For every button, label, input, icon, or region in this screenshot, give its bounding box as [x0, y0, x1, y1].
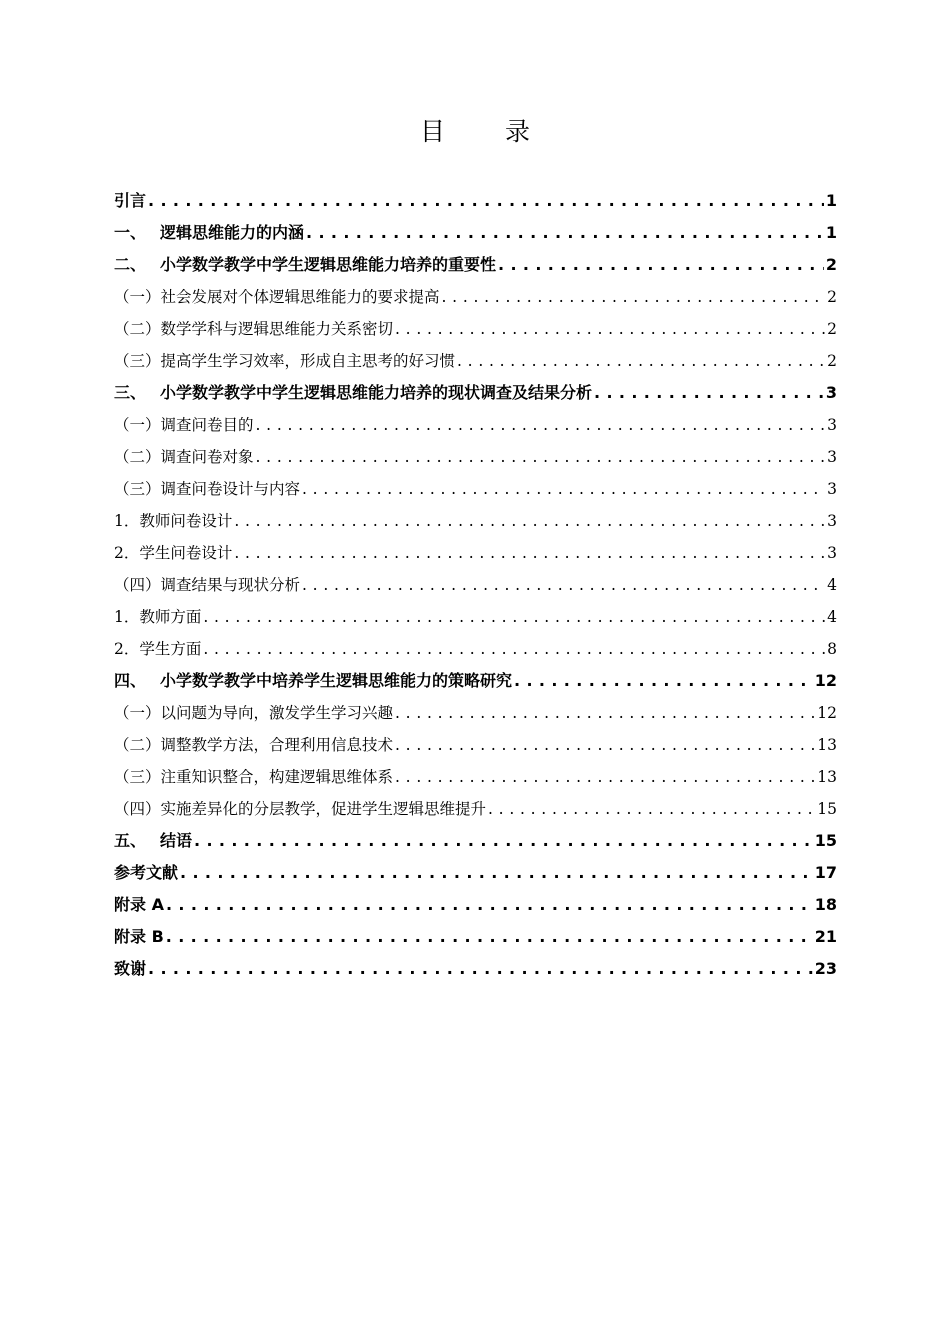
toc-entry[interactable]: [114, 537, 837, 569]
toc-dot-leader: [302, 569, 825, 601]
toc-dot-leader: [498, 249, 824, 281]
toc-entry-label: [114, 473, 300, 505]
toc-entry[interactable]: [114, 633, 837, 665]
toc-entry-label: [114, 793, 486, 825]
toc-page-number: 3: [827, 448, 837, 466]
toc-entry-text: 附录 B: [114, 927, 164, 946]
toc-entry[interactable]: [114, 953, 837, 985]
toc-dot-leader: [256, 441, 826, 473]
toc-entry[interactable]: [114, 665, 837, 697]
toc-dot-leader: [148, 185, 824, 217]
toc-entry[interactable]: [114, 217, 837, 249]
toc-entry-text: 小学数学教学中学生逻辑思维能力培养的重要性: [160, 255, 497, 274]
toc-dot-leader: [194, 825, 813, 857]
toc-page-number: 3: [827, 544, 837, 562]
toc-entry-label: [114, 281, 440, 313]
toc-entry-text: 结语: [160, 831, 193, 850]
toc-entry-text: 2．学生方面: [114, 640, 202, 658]
toc-dot-leader: [488, 793, 815, 825]
toc-entry-label: [114, 953, 146, 985]
toc-entry-label: [114, 441, 254, 473]
toc-entry-text: （一）调查问卷目的: [114, 416, 254, 434]
toc-dot-leader: [395, 313, 825, 345]
toc-entry-text: （三）提高学生学习效率，形成自主思考的好习惯: [114, 352, 456, 370]
toc-entry-text: 1．教师问卷设计: [114, 512, 233, 530]
toc-page-number: 13: [817, 768, 837, 786]
toc-entry-label: [114, 665, 512, 697]
toc-page-number: 4: [827, 576, 837, 594]
toc-entry-label: [114, 377, 592, 409]
toc-page-number: 17: [814, 863, 837, 882]
toc-entry-label: [114, 889, 164, 921]
toc-entry[interactable]: [114, 441, 837, 473]
toc-page-number: 8: [827, 640, 837, 658]
toc-entry-number: 四、: [114, 671, 147, 690]
toc-dot-leader: [180, 857, 813, 889]
toc-page-number: 3: [827, 416, 837, 434]
toc-entry[interactable]: [114, 185, 837, 217]
toc-entry-text: 小学数学教学中培养学生逻辑思维能力的策略研究: [160, 671, 513, 690]
toc-page-number: 3: [827, 512, 837, 530]
toc-entry-label: [114, 825, 192, 857]
toc-entry-number: 一、: [114, 223, 147, 242]
toc-dot-leader: [306, 217, 824, 249]
toc-entry[interactable]: [114, 313, 837, 345]
toc-page-number: 2: [825, 255, 837, 274]
toc-dot-leader: [234, 537, 825, 569]
toc-entry-text: 小学数学教学中学生逻辑思维能力培养的现状调查及结果分析: [160, 383, 593, 402]
toc-dot-leader: [514, 665, 813, 697]
toc-entry-text: （四）调查结果与现状分析: [114, 576, 301, 594]
toc-entry[interactable]: [114, 857, 837, 889]
toc-entry-number: 五、: [114, 831, 147, 850]
toc-page-number: 3: [825, 383, 837, 402]
toc-entry[interactable]: [114, 889, 837, 921]
toc-entry[interactable]: [114, 729, 837, 761]
toc-entry-text: 参考文献: [114, 863, 179, 882]
toc-entry-label: [114, 697, 393, 729]
toc-dot-leader: [457, 345, 825, 377]
toc-entry[interactable]: [114, 921, 837, 953]
toc-page-number: 12: [814, 671, 837, 690]
toc-page-number: 4: [827, 608, 837, 626]
toc-entry-text: 致谢: [114, 959, 147, 978]
toc-entry-text: （三）调查问卷设计与内容: [114, 480, 301, 498]
toc-dot-leader: [395, 697, 815, 729]
toc-entry-text: （二）数学学科与逻辑思维能力关系密切: [114, 320, 394, 338]
toc-entry-label: [114, 729, 393, 761]
toc-page-number: 23: [814, 959, 837, 978]
toc-dot-leader: [148, 953, 813, 985]
toc-entry-number: 三、: [114, 383, 147, 402]
toc-entry-text: 1．教师方面: [114, 608, 202, 626]
toc-page-number: 21: [814, 927, 837, 946]
toc-page-number: 3: [827, 480, 837, 498]
toc-entry[interactable]: [114, 377, 837, 409]
toc-entry[interactable]: [114, 505, 837, 537]
toc-entry-text: 逻辑思维能力的内涵: [160, 223, 305, 242]
toc-entry-text: 2．学生问卷设计: [114, 544, 233, 562]
toc-entry-label: [114, 185, 146, 217]
toc-entry-label: [114, 249, 496, 281]
toc-page-number: 2: [827, 320, 837, 338]
table-of-contents: [114, 185, 837, 985]
toc-page-number: 15: [817, 800, 837, 818]
toc-dot-leader: [302, 473, 825, 505]
toc-entry-text: 附录 A: [114, 895, 164, 914]
toc-entry-label: [114, 761, 393, 793]
toc-entry-text: （三）注重知识整合，构建逻辑思维体系: [114, 768, 394, 786]
toc-entry-label: [114, 601, 201, 633]
toc-entry[interactable]: [114, 409, 837, 441]
page-title: 目 录: [420, 117, 556, 146]
toc-dot-leader: [395, 729, 815, 761]
toc-entry[interactable]: [114, 281, 837, 313]
toc-entry[interactable]: [114, 793, 837, 825]
toc-entry-label: [114, 505, 232, 537]
toc-entry-label: [114, 537, 232, 569]
toc-dot-leader: [256, 409, 826, 441]
toc-entry[interactable]: [114, 825, 837, 857]
toc-page-number: 1: [825, 191, 837, 210]
toc-dot-leader: [166, 889, 813, 921]
toc-page-number: 12: [817, 704, 837, 722]
toc-entry-label: [114, 857, 178, 889]
toc-entry-label: [114, 217, 304, 249]
toc-page-number: 2: [827, 352, 837, 370]
toc-entry-text: （一）社会发展对个体逻辑思维能力的要求提高: [114, 288, 440, 306]
toc-entry-number: 二、: [114, 255, 147, 274]
toc-page-number: 13: [817, 736, 837, 754]
toc-page-number: 2: [827, 288, 837, 306]
toc-page-number: 18: [814, 895, 837, 914]
toc-entry-text: （二）调整教学方法，合理利用信息技术: [114, 736, 394, 754]
toc-dot-leader: [442, 281, 826, 313]
toc-entry[interactable]: [114, 601, 837, 633]
toc-entry-text: （一）以问题为导向，激发学生学习兴趣: [114, 704, 394, 722]
toc-entry[interactable]: [114, 569, 837, 601]
toc-dot-leader: [594, 377, 824, 409]
toc-entry-label: [114, 409, 254, 441]
toc-dot-leader: [203, 601, 825, 633]
toc-entry[interactable]: [114, 473, 837, 505]
toc-dot-leader: [166, 921, 813, 953]
toc-dot-leader: [234, 505, 825, 537]
toc-entry-label: [114, 345, 455, 377]
toc-dot-leader: [203, 633, 825, 665]
toc-dot-leader: [395, 761, 815, 793]
toc-entry[interactable]: [114, 249, 837, 281]
toc-entry-text: 引言: [114, 191, 147, 210]
toc-entry-label: [114, 633, 201, 665]
toc-entry-label: [114, 313, 393, 345]
toc-entry[interactable]: [114, 697, 837, 729]
toc-entry[interactable]: [114, 345, 837, 377]
toc-entry-text: （四）实施差异化的分层教学，促进学生逻辑思维提升: [114, 800, 487, 818]
toc-page-number: 15: [814, 831, 837, 850]
toc-entry-label: [114, 569, 300, 601]
toc-page-number: 1: [825, 223, 837, 242]
toc-entry-label: [114, 921, 164, 953]
toc-entry-text: （二）调查问卷对象: [114, 448, 254, 466]
toc-entry[interactable]: [114, 761, 837, 793]
